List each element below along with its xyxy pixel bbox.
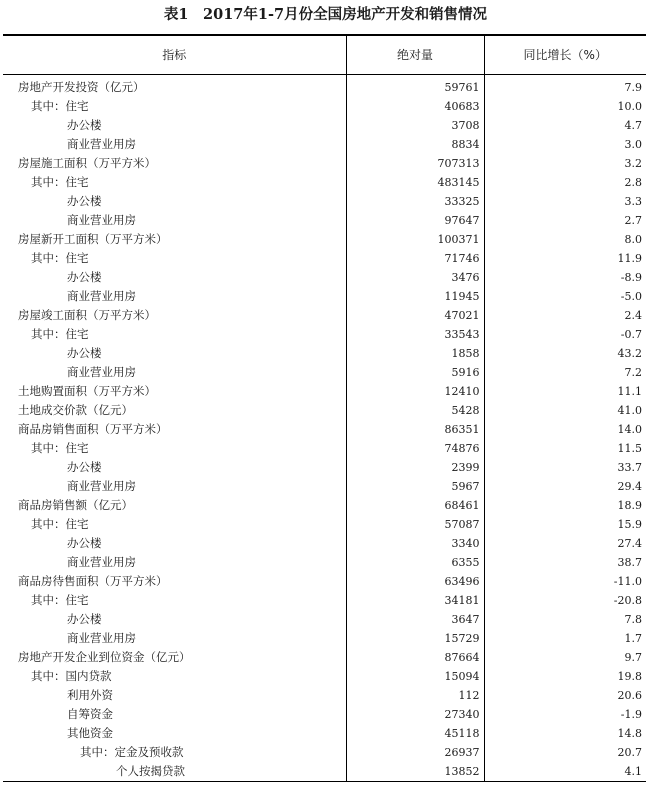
row-absolute-value: 5967 — [346, 477, 484, 496]
row-label: 商品房待售面积（万平方米） — [18, 573, 168, 588]
row-growth-value: 2.4 — [484, 306, 646, 325]
row-label: 办公楼 — [67, 345, 102, 360]
row-label: 其中：定金及预收款 — [80, 744, 184, 759]
table-row — [3, 591, 646, 610]
table-body — [3, 74, 646, 781]
row-absolute-value: 45118 — [346, 724, 484, 743]
row-label: 商业营业用房 — [67, 212, 136, 227]
row-label: 其中：住宅 — [31, 250, 89, 265]
row-growth-value: 11.1 — [484, 382, 646, 401]
row-growth-value: -8.9 — [484, 268, 646, 287]
row-growth-value: 7.9 — [484, 74, 646, 97]
row-absolute-value: 33543 — [346, 325, 484, 344]
data-table-container — [3, 34, 646, 782]
row-growth-value: 4.7 — [484, 116, 646, 135]
row-growth-value: -0.7 — [484, 325, 646, 344]
row-label: 房屋施工面积（万平方米） — [18, 155, 156, 170]
row-growth-value: 11.5 — [484, 439, 646, 458]
row-growth-value: 3.0 — [484, 135, 646, 154]
row-absolute-value: 59761 — [346, 74, 484, 97]
table-row — [3, 154, 646, 173]
row-growth-value: 2.7 — [484, 211, 646, 230]
row-absolute-value: 74876 — [346, 439, 484, 458]
row-absolute-value: 707313 — [346, 154, 484, 173]
row-absolute-value: 483145 — [346, 173, 484, 192]
table-row — [3, 553, 646, 572]
row-absolute-value: 11945 — [346, 287, 484, 306]
row-growth-value: 2.8 — [484, 173, 646, 192]
row-absolute-value: 57087 — [346, 515, 484, 534]
table-row — [3, 629, 646, 648]
row-absolute-value: 87664 — [346, 648, 484, 667]
row-absolute-value: 100371 — [346, 230, 484, 249]
row-absolute-value: 3708 — [346, 116, 484, 135]
row-label: 商业营业用房 — [67, 630, 136, 645]
table-row — [3, 116, 646, 135]
table-row — [3, 458, 646, 477]
row-label: 其中：国内贷款 — [31, 668, 112, 683]
row-growth-value: 9.7 — [484, 648, 646, 667]
row-label: 其中：住宅 — [31, 98, 89, 113]
row-label: 办公楼 — [67, 535, 102, 550]
row-absolute-value: 3476 — [346, 268, 484, 287]
table-row — [3, 705, 646, 724]
row-label: 商品房销售额（亿元） — [18, 497, 133, 512]
table-row — [3, 572, 646, 591]
row-growth-value: -5.0 — [484, 287, 646, 306]
row-label: 其中：住宅 — [31, 440, 89, 455]
row-absolute-value: 2399 — [346, 458, 484, 477]
header-indicator: 指标 — [3, 35, 346, 74]
row-absolute-value: 15094 — [346, 667, 484, 686]
row-label: 办公楼 — [67, 459, 102, 474]
table-row — [3, 515, 646, 534]
table-row — [3, 667, 646, 686]
table-row — [3, 268, 646, 287]
row-growth-value: 20.6 — [484, 686, 646, 705]
row-absolute-value: 1858 — [346, 344, 484, 363]
row-growth-value: 29.4 — [484, 477, 646, 496]
table-row — [3, 74, 646, 97]
table-row — [3, 762, 646, 782]
row-growth-value: -1.9 — [484, 705, 646, 724]
row-absolute-value: 33325 — [346, 192, 484, 211]
row-growth-value: 1.7 — [484, 629, 646, 648]
row-absolute-value: 40683 — [346, 97, 484, 116]
row-absolute-value: 34181 — [346, 591, 484, 610]
row-absolute-value: 3340 — [346, 534, 484, 553]
row-label: 其中：住宅 — [31, 174, 89, 189]
row-absolute-value: 112 — [346, 686, 484, 705]
row-label: 自筹资金 — [67, 706, 113, 721]
table-row — [3, 382, 646, 401]
row-growth-value: 20.7 — [484, 743, 646, 762]
row-absolute-value: 71746 — [346, 249, 484, 268]
row-growth-value: 19.8 — [484, 667, 646, 686]
row-absolute-value: 6355 — [346, 553, 484, 572]
table-row — [3, 743, 646, 762]
table-row — [3, 97, 646, 116]
row-absolute-value: 8834 — [346, 135, 484, 154]
row-label: 土地购置面积（万平方米） — [18, 383, 156, 398]
row-label: 办公楼 — [67, 117, 102, 132]
row-growth-value: 43.2 — [484, 344, 646, 363]
table-title: 表1 2017年1-7月份全国房地产开发和销售情况 — [163, 6, 488, 23]
table-row — [3, 344, 646, 363]
row-absolute-value: 5916 — [346, 363, 484, 382]
table-row — [3, 287, 646, 306]
row-label: 商业营业用房 — [67, 136, 136, 151]
row-label: 办公楼 — [67, 269, 102, 284]
row-growth-value: 38.7 — [484, 553, 646, 572]
row-label: 办公楼 — [67, 611, 102, 626]
row-absolute-value: 63496 — [346, 572, 484, 591]
table-row — [3, 192, 646, 211]
table-row — [3, 363, 646, 382]
row-growth-value: 41.0 — [484, 401, 646, 420]
table-row — [3, 686, 646, 705]
table-row — [3, 724, 646, 743]
row-label: 商品房销售面积（万平方米） — [18, 421, 168, 436]
table-row — [3, 439, 646, 458]
table-row — [3, 477, 646, 496]
row-absolute-value: 68461 — [346, 496, 484, 515]
row-growth-value: -11.0 — [484, 572, 646, 591]
row-absolute-value: 3647 — [346, 610, 484, 629]
row-absolute-value: 13852 — [346, 762, 484, 782]
table-row — [3, 135, 646, 154]
row-absolute-value: 27340 — [346, 705, 484, 724]
row-label: 其中：住宅 — [31, 326, 89, 341]
row-growth-value: 14.0 — [484, 420, 646, 439]
row-growth-value: 7.8 — [484, 610, 646, 629]
row-absolute-value: 26937 — [346, 743, 484, 762]
row-growth-value: 15.9 — [484, 515, 646, 534]
table-row — [3, 230, 646, 249]
header-growth: 同比增长（%） — [484, 35, 646, 74]
row-label: 商业营业用房 — [67, 554, 136, 569]
row-growth-value: -20.8 — [484, 591, 646, 610]
table-row — [3, 496, 646, 515]
data-table — [3, 34, 646, 782]
row-label: 办公楼 — [67, 193, 102, 208]
row-absolute-value: 47021 — [346, 306, 484, 325]
table-row — [3, 249, 646, 268]
table-row — [3, 306, 646, 325]
row-absolute-value: 5428 — [346, 401, 484, 420]
row-label: 房屋竣工面积（万平方米） — [18, 307, 156, 322]
row-label: 利用外资 — [67, 687, 113, 702]
row-label: 房地产开发企业到位资金（亿元） — [18, 649, 191, 664]
table-row — [3, 325, 646, 344]
row-growth-value: 3.3 — [484, 192, 646, 211]
table-row — [3, 610, 646, 629]
row-growth-value: 27.4 — [484, 534, 646, 553]
row-growth-value: 4.1 — [484, 762, 646, 782]
row-growth-value: 14.8 — [484, 724, 646, 743]
row-growth-value: 8.0 — [484, 230, 646, 249]
row-label: 其中：住宅 — [31, 516, 89, 531]
row-label: 房屋新开工面积（万平方米） — [18, 231, 168, 246]
table-row — [3, 173, 646, 192]
table-row — [3, 211, 646, 230]
row-growth-value: 33.7 — [484, 458, 646, 477]
table-row — [3, 420, 646, 439]
table-row — [3, 648, 646, 667]
header-row — [3, 35, 646, 74]
row-label: 商业营业用房 — [67, 478, 136, 493]
row-growth-value: 10.0 — [484, 97, 646, 116]
row-growth-value: 18.9 — [484, 496, 646, 515]
row-label: 其他资金 — [67, 725, 113, 740]
row-absolute-value: 12410 — [346, 382, 484, 401]
row-label: 商业营业用房 — [67, 288, 136, 303]
row-absolute-value: 15729 — [346, 629, 484, 648]
row-label: 个人按揭贷款 — [3, 762, 346, 782]
row-label: 其中：住宅 — [31, 592, 89, 607]
row-absolute-value: 97647 — [346, 211, 484, 230]
row-growth-value: 3.2 — [484, 154, 646, 173]
row-growth-value: 7.2 — [484, 363, 646, 382]
table-row — [3, 401, 646, 420]
table-row — [3, 534, 646, 553]
row-label: 商业营业用房 — [67, 364, 136, 379]
header-absolute: 绝对量 — [346, 35, 484, 74]
row-label: 土地成交价款（亿元） — [18, 402, 133, 417]
row-growth-value: 11.9 — [484, 249, 646, 268]
row-label: 房地产开发投资（亿元） — [18, 79, 145, 94]
row-absolute-value: 86351 — [346, 420, 484, 439]
